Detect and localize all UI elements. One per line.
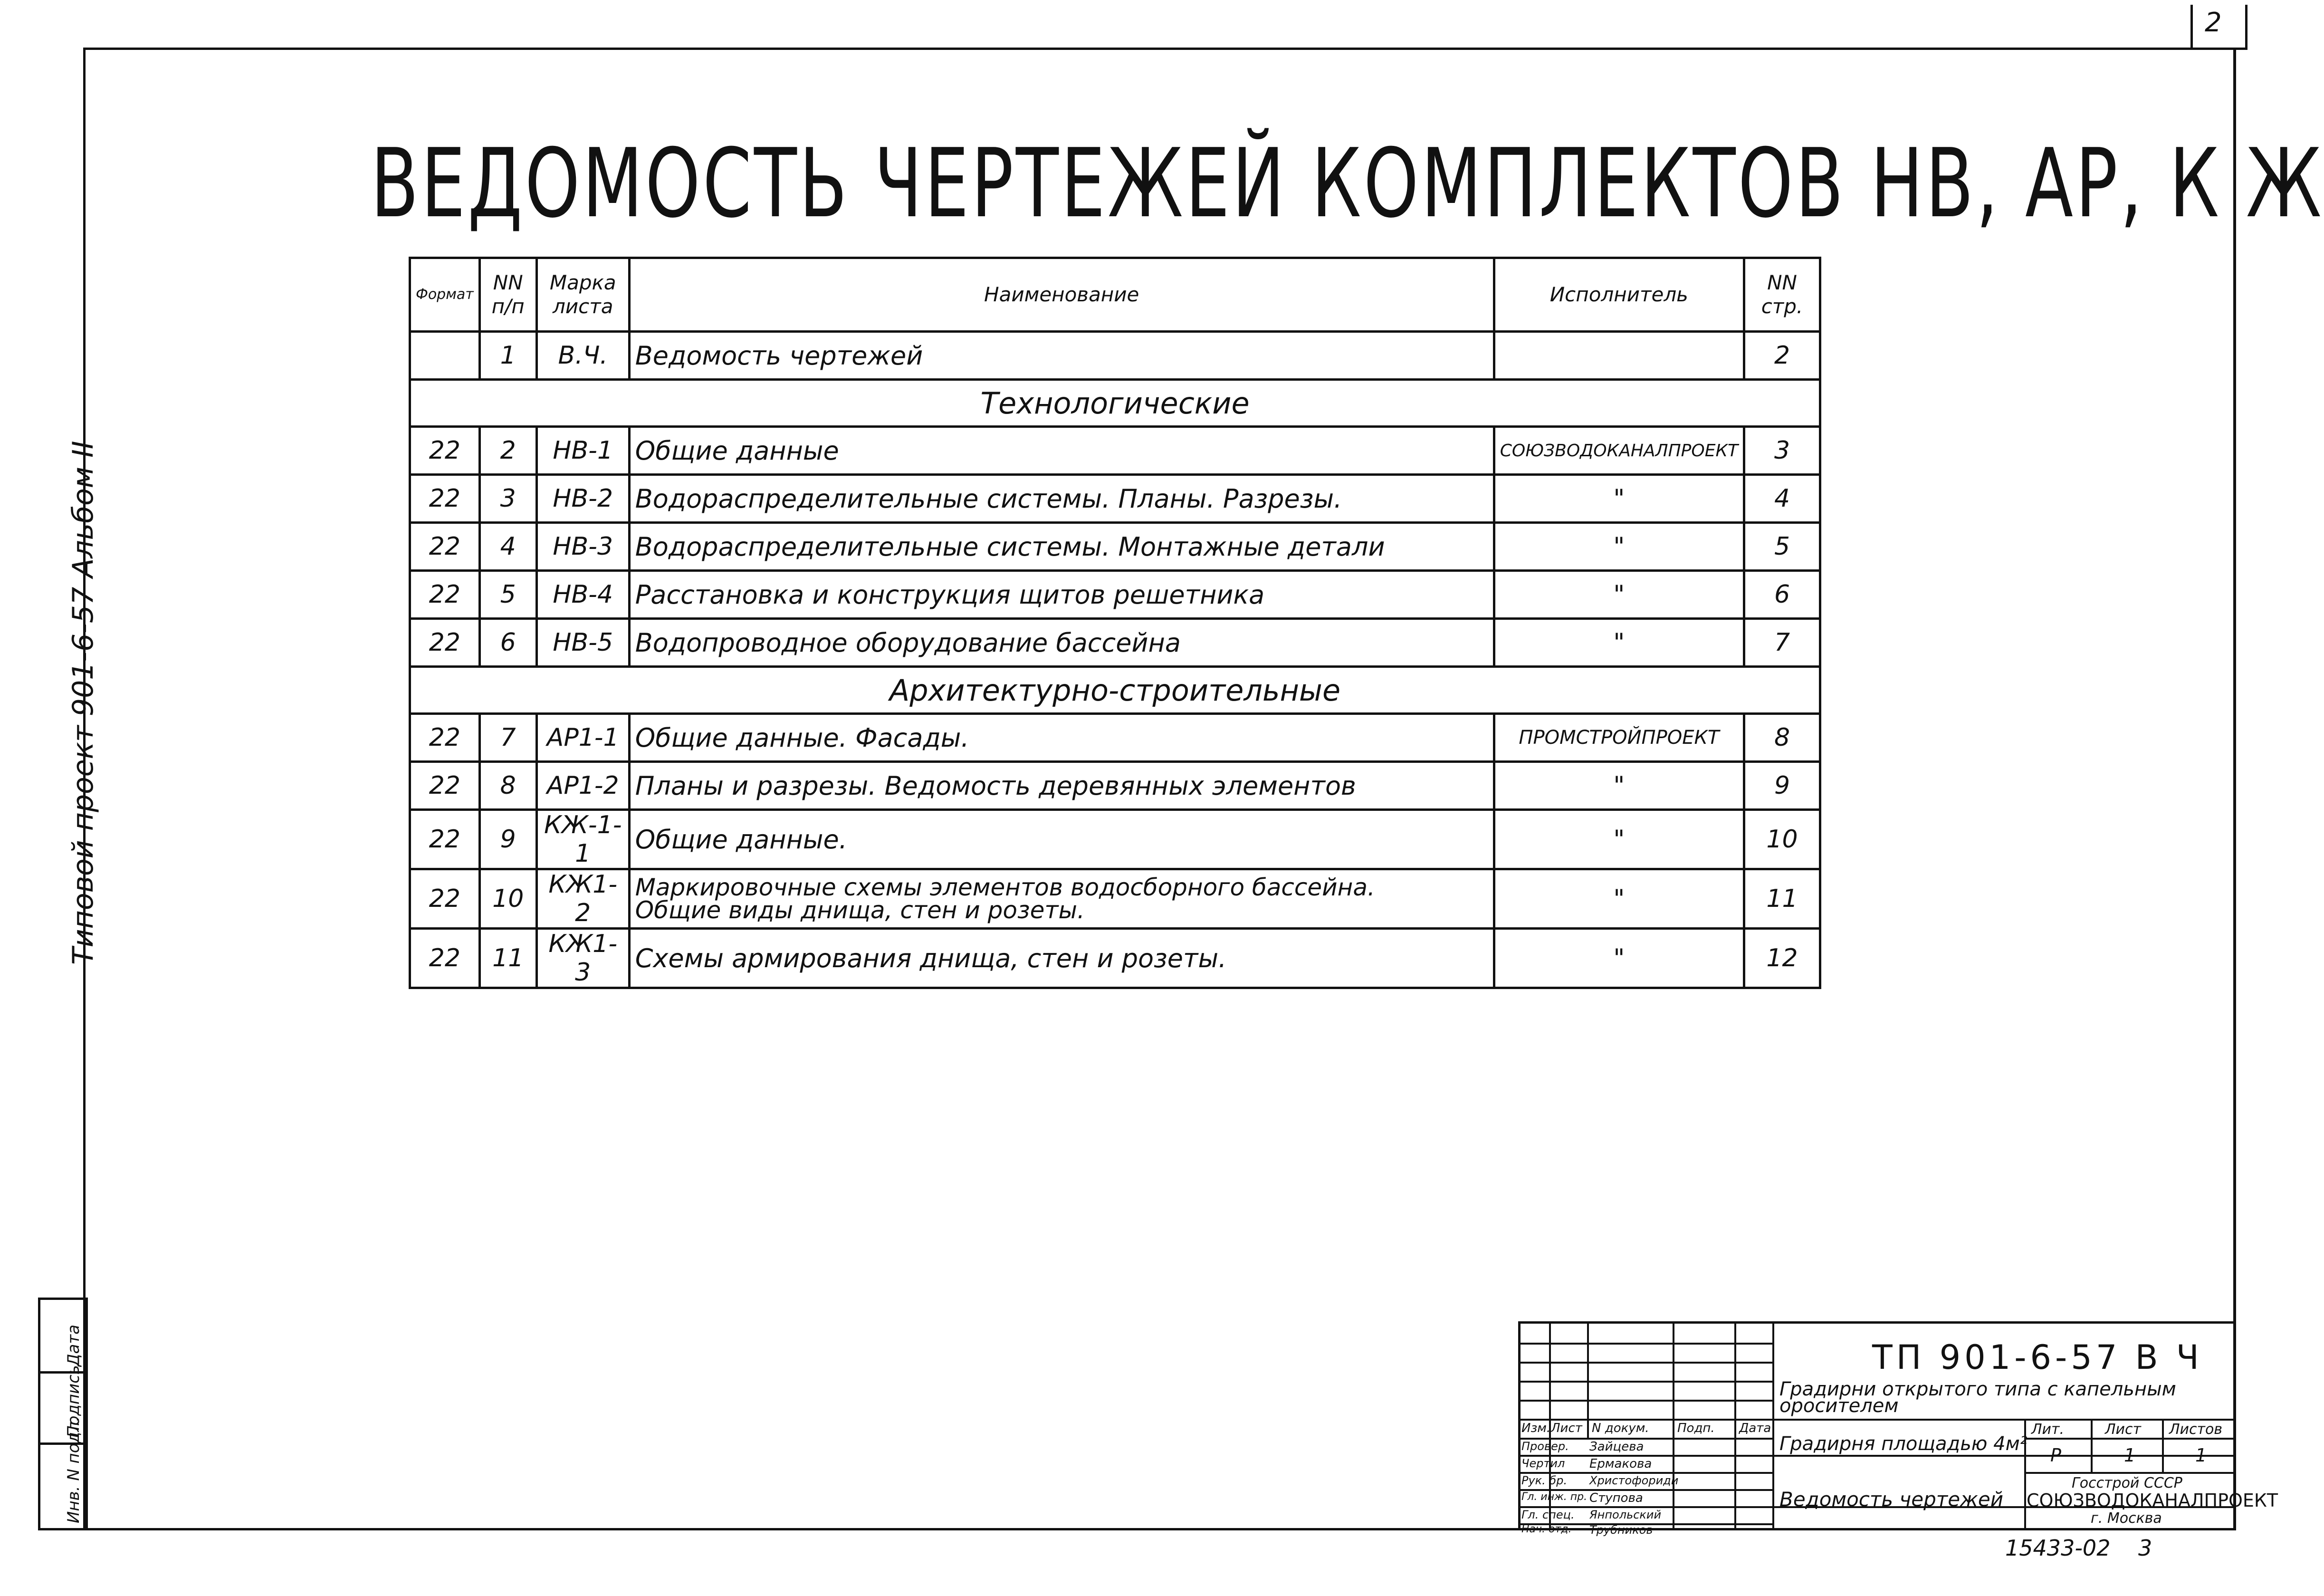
page-title: ВЕДОМОСТЬ ЧЕРТЕЖЕЙ КОМПЛЕКТОВ НВ, АР, К Ж [371,128,2324,239]
cell-mark: НВ-2 [536,475,629,523]
tb-person: Зайцева [1589,1440,1644,1454]
cell-name-line2: Общие виды днища, стен и розеты. [635,896,1085,924]
grid-line [1521,1419,2233,1421]
cell-num: 3 [479,475,536,523]
stamp-date-label: Дата [64,1324,83,1366]
table-row [410,571,1820,619]
tb-sheets-label: Листов [2169,1421,2223,1438]
cell-format: 22 [410,475,480,523]
table-row [410,475,1820,523]
tb-role: Провер. [1521,1440,1569,1453]
tb-lit: Р [2050,1445,2061,1466]
cell-num: 7 [479,714,536,762]
tb-role: Гл. спец. [1521,1508,1575,1521]
cell-name: Ведомость чертежей [629,332,1494,380]
cell-num: 10 [479,869,536,929]
tb-hdr-date: Дата [1739,1421,1771,1435]
title-block [1518,1321,2278,1537]
cell-name: Водопроводное оборудование бассейна [629,619,1494,667]
header-num: NN п/п [479,258,536,332]
section-row [410,380,1820,427]
cell-page: 5 [1744,523,1820,571]
left-stamp [38,1298,88,1530]
tb-sheets: 1 [2195,1445,2207,1466]
grid-line [2024,1438,2233,1440]
cell-author: " [1494,571,1744,619]
tb-desc-line1: Градирни открытого типа с капельным [1779,1378,2176,1400]
cell-format: 22 [410,869,480,929]
cell-page: 4 [1744,475,1820,523]
tb-hdr-list: Лист [1551,1421,1582,1435]
cell-num: 9 [479,810,536,869]
table-row [410,427,1820,475]
cell-num: 4 [479,523,536,571]
cell-page: 10 [1744,810,1820,869]
cell-page: 9 [1744,762,1820,810]
tb-role: Чертил [1521,1457,1565,1470]
cell-format: 22 [410,523,480,571]
tb-role: Рук. бр. [1521,1474,1568,1487]
table-row [410,762,1820,810]
tb-desc-line2: оросителем [1779,1395,1899,1417]
cell-name: Водораспределительные системы. Планы. Разрезы. [629,475,1494,523]
cell-mark: КЖ-1-1 [536,810,629,869]
cell-author: " [1494,929,1744,988]
cell-author: " [1494,810,1744,869]
tb-org2: СОЮЗВОДОКАНАЛПРОЕКТ [2027,1490,2278,1511]
tb-doc-code: ТП 901-6-57 В Ч [1872,1338,2203,1377]
cell-page: 2 [1744,332,1820,380]
table-row [410,714,1820,762]
tb-hdr-izm: Изм. [1521,1421,1551,1435]
cell-name: Схемы армирования днища, стен и розеты. [629,929,1494,988]
cell-page: 7 [1744,619,1820,667]
cell-num: 11 [479,929,536,988]
cell-author: " [1494,762,1744,810]
tb-role: Гл. инж. пр. [1521,1491,1588,1503]
cell-page: 6 [1744,571,1820,619]
header-author: Исполнитель [1494,258,1744,332]
tb-sheet-name: Ведомость чертежей [1779,1488,2004,1511]
cell-mark: НВ-4 [536,571,629,619]
cell-name-line1: Маркировочные схемы элементов водосборного бассейна. [635,874,1375,901]
table-row [410,810,1820,869]
section-row [410,667,1820,714]
side-project-label: Типовой проект 901-6-57 Альбом II [67,441,100,965]
cell-mark: АР1-2 [536,762,629,810]
stamp-sign-label: Подпись [64,1365,83,1438]
grid-line [2162,1419,2164,1472]
cell-author: " [1494,869,1744,929]
cell-mark: КЖ1-2 [536,869,629,929]
tb-lit-label: Лит. [2031,1421,2065,1438]
cell-mark: НВ-1 [536,427,629,475]
cell-page: 12 [1744,929,1820,988]
cell-page: 3 [1744,427,1820,475]
cell-format: 22 [410,929,480,988]
drawings-register-table [409,257,1821,989]
table-row [410,523,1820,571]
cell-format: 22 [410,762,480,810]
grid-line [2091,1419,2093,1472]
header-page: NN стр. [1744,258,1820,332]
cell-author: " [1494,523,1744,571]
cell-author: ПРОМСТРОЙПРОЕКТ [1494,714,1744,762]
header-mark: Марка листа [536,258,629,332]
cell-mark: АР1-1 [536,714,629,762]
tb-person: Христофориди [1589,1474,1679,1487]
cell-num: 8 [479,762,536,810]
cell-format: 22 [410,810,480,869]
cell-name: Водораспределительные системы. Монтажные детали [629,523,1494,571]
tb-sheet: 1 [2124,1445,2136,1466]
tb-object: Градирня площадью 4м² [1779,1433,2028,1455]
section-architectural: Архитектурно-строительные [410,667,1820,714]
cell-name: Расстановка и конструкция щитов решетника [629,571,1494,619]
tb-org3: г. Москва [2091,1510,2162,1527]
cell-mark: НВ-3 [536,523,629,571]
cell-name: Общие данные [629,427,1494,475]
cell-mark: НВ-5 [536,619,629,667]
stamp-inv-label: Инв. N подл. [64,1416,83,1523]
cell-format: 22 [410,571,480,619]
header-format: Формат [410,258,480,332]
section-technological: Технологические [410,380,1820,427]
bottom-page: 3 [2138,1535,2152,1561]
cell-mark: КЖ1-3 [536,929,629,988]
tb-person: Янпольский [1589,1508,1662,1521]
cell-page: 11 [1744,869,1820,929]
grid-line [2024,1472,2233,1474]
cell-num: 6 [479,619,536,667]
cell-author: СОЮЗВОДОКАНАЛПРОЕКТ [1494,427,1744,475]
bottom-code: 15433-02 [2005,1535,2111,1561]
cell-mark: В.Ч. [536,332,629,380]
tb-person: Ступова [1589,1491,1643,1505]
cell-format: 22 [410,427,480,475]
cell-num: 1 [479,332,536,380]
grid-line [1734,1324,1736,1528]
cell-page: 8 [1744,714,1820,762]
grid-line [1587,1324,1589,1438]
tb-hdr-doc: N докум. [1592,1421,1649,1435]
tb-sheet-label: Лист [2105,1421,2142,1438]
table-row [410,869,1820,929]
tb-person: Ермакова [1589,1457,1652,1471]
table-row [410,929,1820,988]
table-header-row [410,258,1820,332]
page-number: 2 [2205,7,2222,38]
tb-org1: Госстрой СССР [2072,1475,2182,1491]
tb-role: Нач. отд. [1521,1523,1572,1535]
cell-name: Общие данные. Фасады. [629,714,1494,762]
cell-author: " [1494,475,1744,523]
table-row [410,332,1820,380]
cell-name [629,869,1494,929]
table-row [410,619,1820,667]
cell-num: 2 [479,427,536,475]
cell-author: " [1494,619,1744,667]
tb-hdr-sign: Подп. [1677,1421,1715,1435]
cell-author [1494,332,1744,380]
header-name: Наименование [629,258,1494,332]
cell-name: Общие данные. [629,810,1494,869]
grid-line [1673,1324,1674,1528]
cell-format: 22 [410,714,480,762]
cell-format: 22 [410,619,480,667]
tb-person: Трубников [1589,1523,1653,1537]
grid-line [1772,1324,1774,1528]
cell-name: Планы и разрезы. Ведомость деревянных элементов [629,762,1494,810]
cell-num: 5 [479,571,536,619]
cell-format [410,332,480,380]
